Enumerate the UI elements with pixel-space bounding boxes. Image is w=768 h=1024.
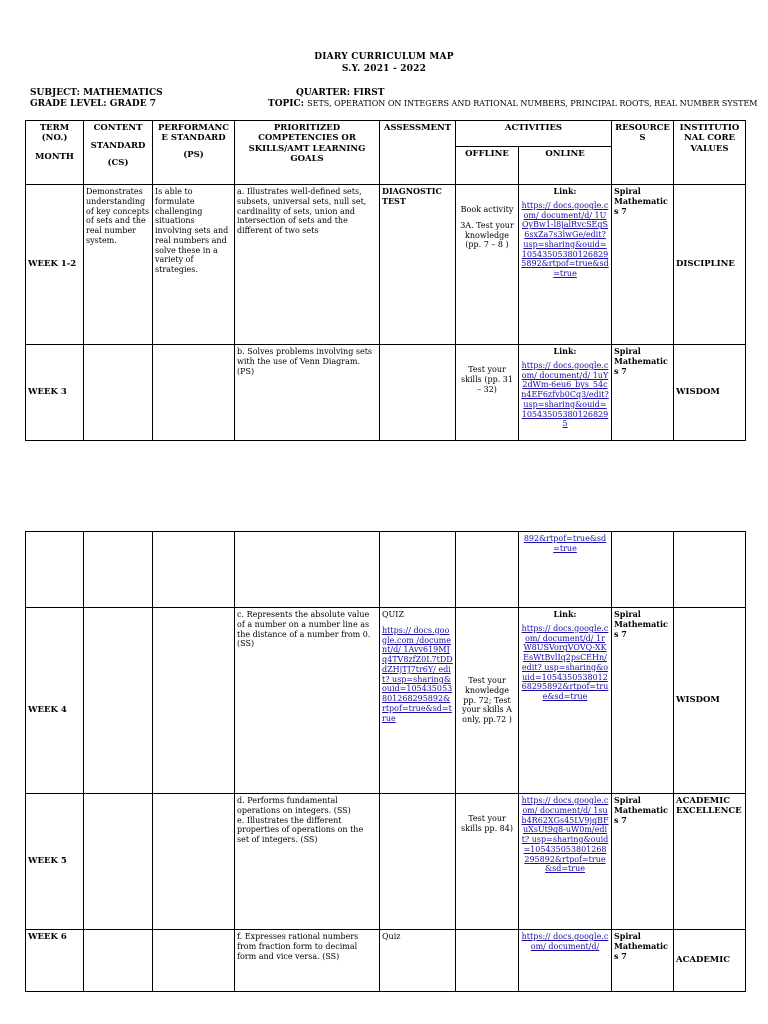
- subject-label: SUBJECT: MATHEMATICS: [30, 88, 163, 98]
- performance-standard-header: PERFORMANC E STANDARD (PS): [153, 121, 235, 185]
- header-row: [26, 121, 746, 147]
- offline-text: 3A. Test your knowledge (pp. 7 – 8 ): [460, 220, 514, 250]
- content-standard-header: CONTENT STANDARD (CS): [84, 121, 153, 185]
- content-standard-cell: [84, 345, 153, 441]
- offline-cell: [456, 532, 519, 608]
- week-label: [26, 532, 84, 608]
- content-standard-cell: [84, 532, 153, 608]
- week-label: WEEK 1-2: [26, 185, 84, 345]
- content-standard-cell: [84, 930, 153, 992]
- week-label: WEEK 6: [26, 930, 84, 992]
- resource-cell: Spiral Mathematics 7: [612, 930, 674, 992]
- online-link[interactable]: https:// docs.google.com/ document/d/ 1uY2dWm-6eu6_bys_54cn4EF6zfvb0Cq3/edit? usp=sharing&ouid=105435053801268295: [521, 360, 609, 429]
- quarter-label: QUARTER: FIRST: [296, 88, 385, 98]
- document-title: DIARY CURRICULUM MAP: [314, 52, 454, 62]
- table-row: [26, 345, 746, 441]
- core-value-cell: ACADEMIC EXCELLENCE: [674, 794, 746, 930]
- curriculum-table-page2: [25, 531, 746, 992]
- online-link[interactable]: https:// docs.google.com/ document/d/ 1rW8USVorgVOVQ-XKEsWtBvlIq2psCEHn/edit? usp=sharing&ouid=105435053801268295892&rtpof=true&sd=true: [521, 623, 609, 701]
- link-label: Link:: [553, 346, 577, 356]
- core-value-cell: DISCIPLINE: [674, 185, 746, 345]
- curriculum-table-page1: [25, 120, 746, 441]
- performance-standard-cell: Is able to formulate challenging situations involving sets and real numbers and solve these in a variety of strategies.: [153, 185, 235, 345]
- content-standard-cell: Demonstrates understanding of key concepts of sets and the real number system.: [84, 185, 153, 345]
- link-label: Link:: [553, 609, 577, 619]
- core-value-cell: WISDOM: [674, 345, 746, 441]
- table-row: [26, 532, 746, 608]
- online-cell: [519, 185, 612, 345]
- online-cell: [519, 345, 612, 441]
- resource-cell: [612, 532, 674, 608]
- topic-line: [268, 99, 758, 109]
- topic-value: SETS, OPERATION ON INTEGERS AND RATIONAL NUMBERS, PRINCIPAL ROOTS, REAL NUMBER SYSTEM: [307, 99, 758, 108]
- competency-cell: [235, 532, 380, 608]
- competency-cell: a. Illustrates well-defined sets, subsets, universal sets, null set, cardinality of sets, union and intersection of sets and the different of two sets: [235, 185, 380, 345]
- activities-header: ACTIVITIES: [456, 121, 612, 147]
- resources-header: RESOURCE S: [612, 121, 674, 185]
- performance-standard-cell: [153, 930, 235, 992]
- performance-standard-cell: [153, 532, 235, 608]
- assessment-cell: [380, 794, 456, 930]
- table-row: [26, 608, 746, 794]
- core-value-cell: [674, 532, 746, 608]
- link-label: Link:: [553, 186, 577, 196]
- offline-cell: [456, 794, 519, 930]
- competency-cell: c. Represents the absolute value of a number on a number line as the distance of a number from 0. (SS): [235, 608, 380, 794]
- online-link[interactable]: https:// docs.google.com/ document/d/: [521, 932, 609, 951]
- online-cell: [519, 794, 612, 930]
- topic-label: TOPIC:: [268, 99, 304, 109]
- offline-header: OFFLINE: [456, 147, 519, 185]
- assessment-cell: Quiz: [380, 930, 456, 992]
- online-cell: [519, 930, 612, 992]
- assessment-link[interactable]: https:// docs.google.com /document/d/ 1Avv619MJq4TV8zfZ0L7tDDdZHjTJ7tr6Y/ edit? usp=sharing&ouid=105435053801268295892&rtpof=true&sd=true: [382, 625, 453, 723]
- offline-cell: [456, 930, 519, 992]
- competency-cell: b. Solves problems involving sets with the use of Venn Diagram. (PS): [235, 345, 380, 441]
- offline-cell: [456, 185, 519, 345]
- assessment-text: QUIZ: [382, 610, 405, 619]
- assessment-cell: [380, 532, 456, 608]
- competency-text: d. Performs fundamental operations on integers. (SS): [237, 796, 351, 815]
- assessment-cell: [380, 345, 456, 441]
- competencies-header: PRIORITIZED COMPETENCIES OR SKILLS/AMT LEARNING GOALS: [235, 121, 380, 185]
- online-link[interactable]: 892&rtpof=true&sd=true: [523, 534, 607, 553]
- assessment-cell: [380, 608, 456, 794]
- offline-text: Test your skills pp. 84): [461, 814, 513, 833]
- assessment-header: ASSESSMENT: [380, 121, 456, 185]
- offline-text: Test your skills (pp. 31 – 32): [461, 365, 513, 394]
- table-row: [26, 930, 746, 992]
- content-standard-cell: [84, 794, 153, 930]
- week-label: WEEK 5: [26, 794, 84, 930]
- core-value-cell: WISDOM: [674, 608, 746, 794]
- resource-cell: Spiral Mathematics 7: [612, 794, 674, 930]
- term-header: TERM (NO.) MONTH: [26, 121, 84, 185]
- online-cell: [519, 532, 612, 608]
- offline-cell: Test your knowledge pp. 72; Test your skills A only, pp.72 ): [456, 608, 519, 794]
- online-link[interactable]: https:// docs.google.com/ document/d/ 1UOyBw1-l8jalRvcSEgS6sxZa7s3lwGe/edit? usp=sharing&ouid=105435053801268295892&rtpof=true&sd=true: [521, 200, 609, 278]
- performance-standard-cell: [153, 345, 235, 441]
- competency-cell: [235, 794, 380, 930]
- core-values-header: INSTITUTIO NAL CORE VALUES: [674, 121, 746, 185]
- content-standard-cell: [84, 608, 153, 794]
- online-cell: [519, 608, 612, 794]
- week-label: WEEK 4: [26, 608, 84, 794]
- performance-standard-cell: [153, 608, 235, 794]
- resource-cell: Spiral Mathematics 7: [612, 345, 674, 441]
- competency-text: e. Illustrates the different properties of operations on the set of integers. (SS): [237, 815, 364, 844]
- offline-cell: [456, 345, 519, 441]
- performance-standard-cell: [153, 794, 235, 930]
- resource-cell: Spiral Mathematics 7: [612, 185, 674, 345]
- competency-cell: f. Expresses rational numbers from fraction form to decimal form and vice versa. (SS): [235, 930, 380, 992]
- offline-text: Book activity: [460, 205, 514, 214]
- grade-label: GRADE LEVEL: GRADE 7: [30, 99, 156, 109]
- online-header: ONLINE: [519, 147, 612, 185]
- resource-cell: Spiral Mathematics 7: [612, 608, 674, 794]
- table-row: [26, 185, 746, 345]
- assessment-cell: DIAGNOSTIC TEST: [380, 185, 456, 345]
- school-year: S.Y. 2021 - 2022: [341, 64, 427, 74]
- table-row: [26, 794, 746, 930]
- week-label: WEEK 3: [26, 345, 84, 441]
- core-value-cell: ACADEMIC: [674, 930, 746, 992]
- online-link[interactable]: https:// docs.google.com/ document/d/ 1sub4R62XGs45LV9jqBFuXsUt9q8-uW0m/edit? usp=sharing&ouid=105435053801268295892&rtpof=true&sd=true: [521, 796, 609, 874]
